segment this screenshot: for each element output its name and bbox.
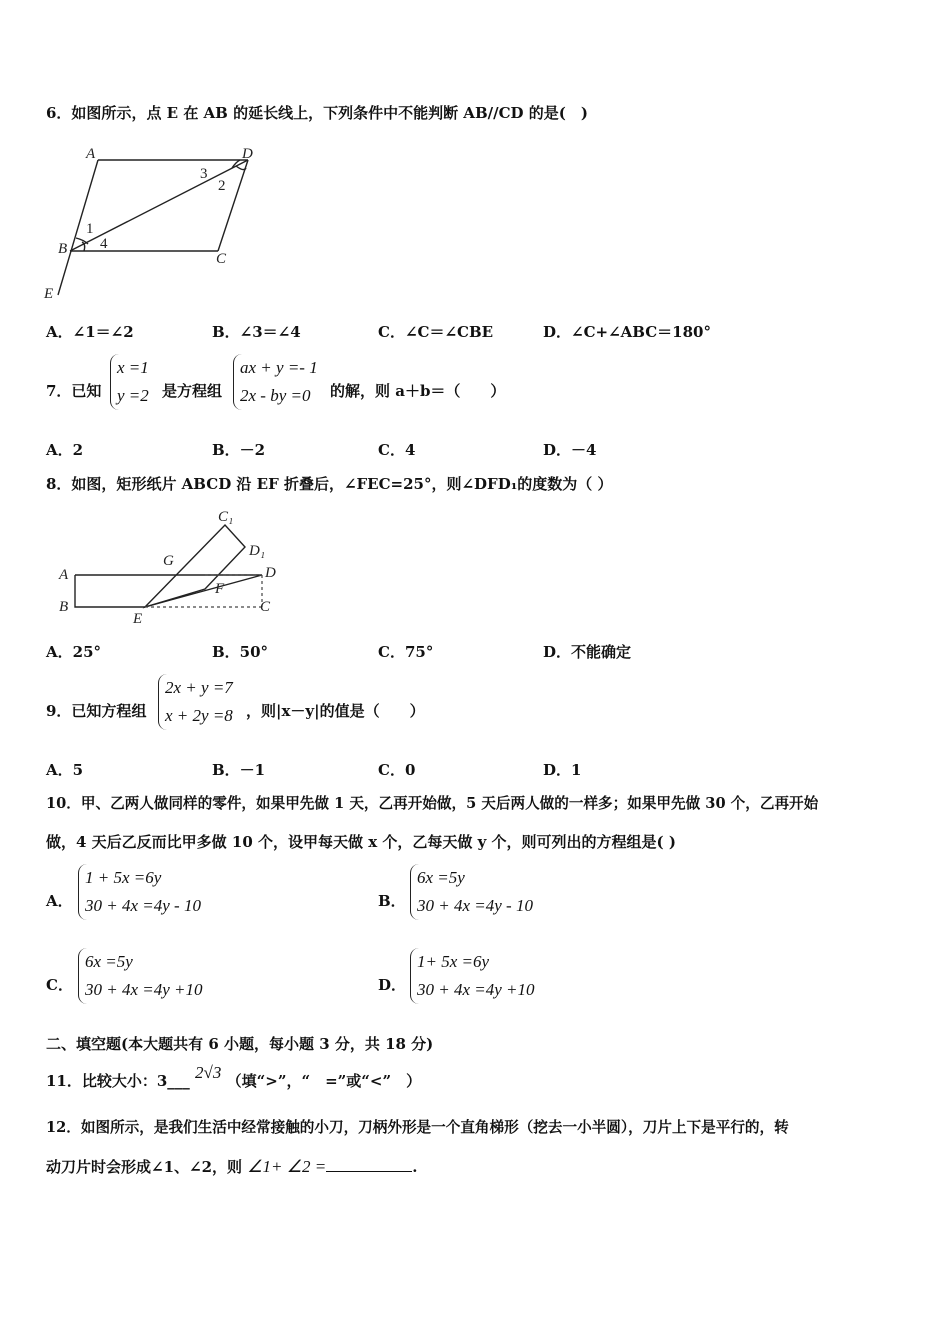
label-e: E	[44, 286, 54, 302]
label-b: B	[59, 599, 69, 615]
angle-arc-1	[76, 238, 88, 244]
q10-d-row1: 1+ 5x =6y	[417, 952, 490, 971]
label-c: C	[260, 599, 271, 615]
q8-option-b: B．50°	[212, 643, 269, 661]
line-gf	[185, 575, 205, 589]
q7-post: 的解，则 a＋b＝（ ）	[330, 382, 506, 400]
q10-c-row2: 30 + 4x =4y +10	[85, 980, 203, 999]
q10-option-d-system	[410, 948, 535, 1004]
q6-stem: 6．如图所示，点 E 在 AB 的延长线上，下列条件中不能判断 AB//CD 的是( )	[46, 104, 588, 122]
label-f: F	[215, 581, 225, 597]
q9-sys-row1: 2x + y =7	[165, 678, 233, 697]
q7-system-solution	[110, 354, 149, 410]
q7-pre: 7．已知	[46, 382, 102, 400]
q6-figure	[40, 140, 270, 305]
q10-a-row1: 1 + 5x =6y	[85, 868, 162, 887]
folded-part	[145, 525, 245, 607]
q11-expr: 2√3	[195, 1063, 222, 1082]
q10-b-row2: 30 + 4x =4y - 10	[417, 896, 533, 915]
q7-option-c: C．4	[378, 441, 416, 459]
q7-option-b: B．－2	[212, 441, 266, 459]
q12-line2	[46, 1155, 417, 1177]
q10-b-row1: 6x =5y	[417, 868, 465, 887]
q12-expr: ∠1+ ∠2 =	[247, 1157, 327, 1176]
q8-figure	[55, 505, 285, 630]
q12-line2-post: .	[412, 1158, 418, 1176]
q7-sys2-row2: 2x - by =0	[240, 386, 311, 405]
q8-option-c: C．75°	[378, 643, 434, 661]
q7-sys1-row1: x =1	[117, 358, 149, 377]
q10-d-row2: 30 + 4x =4y +10	[417, 980, 535, 999]
label-3: 3	[200, 166, 208, 182]
angle-arc-4	[82, 242, 85, 251]
label-2: 2	[218, 178, 226, 194]
q10-option-c-system	[78, 948, 203, 1004]
q9-option-d: D．1	[543, 761, 582, 779]
q9-option-a: A．5	[46, 761, 84, 779]
rect-abef	[75, 575, 145, 607]
q7-mid: 是方程组	[162, 382, 223, 400]
section-2-heading: 二、填空题(本大题共有 6 小题，每小题 3 分，共 18 分)	[46, 1035, 434, 1053]
label-g: G	[163, 553, 174, 569]
q9-pre: 9．已知方程组	[46, 702, 147, 720]
q6-option-d: D．∠C+∠ABC＝180°	[543, 323, 711, 341]
q7-system-equations	[233, 354, 318, 410]
q6-option-b: B．∠3＝∠4	[212, 323, 301, 341]
label-c: C	[216, 251, 227, 267]
q9-system	[158, 674, 233, 730]
q9-post: ，则|x－y|的值是（ ）	[246, 702, 425, 720]
label-d1: D₁	[249, 543, 266, 559]
q8-stem: 8．如图，矩形纸片 ABCD 沿 EF 折叠后，∠FEC=25°，则∠DFD₁的度数为（ ）	[46, 475, 613, 493]
q10-c-row1: 6x =5y	[85, 952, 133, 971]
label-e: E	[133, 611, 143, 627]
q6-option-a: A．∠1＝∠2	[46, 323, 134, 341]
q10-option-a-label: A．	[46, 892, 73, 910]
q8-option-a: A．25°	[46, 643, 102, 661]
q7-sys2-row1: ax + y =- 1	[240, 358, 318, 377]
q10-option-a-system	[78, 864, 201, 920]
q6-option-c: C．∠C＝∠CBE	[378, 323, 494, 341]
q10-option-c-label: C．	[46, 976, 73, 994]
q9-option-b: B．－1	[212, 761, 266, 779]
q10-line1: 10．甲、乙两人做同样的零件，如果甲先做 1 天，乙再开始做，5 天后两人做的一样多；如果甲先做 30 个，乙再开始	[46, 795, 819, 812]
q11-line	[46, 1063, 422, 1091]
label-a: A	[59, 567, 69, 583]
q7-sys1-row2: y =2	[117, 386, 149, 405]
label-c1: C₁	[218, 509, 234, 525]
label-4: 4	[100, 236, 108, 252]
label-1: 1	[86, 221, 94, 237]
q7-option-a: A．2	[46, 441, 84, 459]
q10-option-b-system	[410, 864, 533, 920]
q9-option-c: C．0	[378, 761, 416, 779]
label-b: B	[58, 241, 68, 257]
label-a: A	[86, 146, 96, 162]
q7-option-d: D．－4	[543, 441, 597, 459]
line-bd	[70, 160, 248, 251]
label-d: D	[242, 146, 253, 162]
angle-arc-2	[236, 166, 246, 170]
label-d: D	[265, 565, 276, 581]
q10-option-b-label: B．	[378, 892, 406, 910]
q10-line2: 做，4 天后乙反而比甲多做 10 个，设甲每天做 x 个，乙每天做 y 个，则可列出的方程组是( )	[46, 833, 676, 851]
q11-pre: 11．比较大小：3___	[46, 1072, 190, 1090]
q8-option-d: D．不能确定	[543, 643, 632, 661]
q11-post: （填“>”，“ =”或“<” ）	[226, 1072, 422, 1090]
q12-line1: 12．如图所示，是我们生活中经常接触的小刀，刀柄外形是一个直角梯形（挖去一小半圆），刀片上下是平行的，转	[46, 1119, 789, 1136]
q12-answer-blank[interactable]	[326, 1155, 412, 1172]
q10-option-d-label: D．	[378, 976, 407, 994]
q10-a-row2: 30 + 4x =4y - 10	[85, 896, 201, 915]
q12-line2-pre: 动刀片时会形成∠1、∠2，则	[46, 1158, 243, 1176]
q9-sys-row2: x + 2y =8	[165, 706, 233, 725]
